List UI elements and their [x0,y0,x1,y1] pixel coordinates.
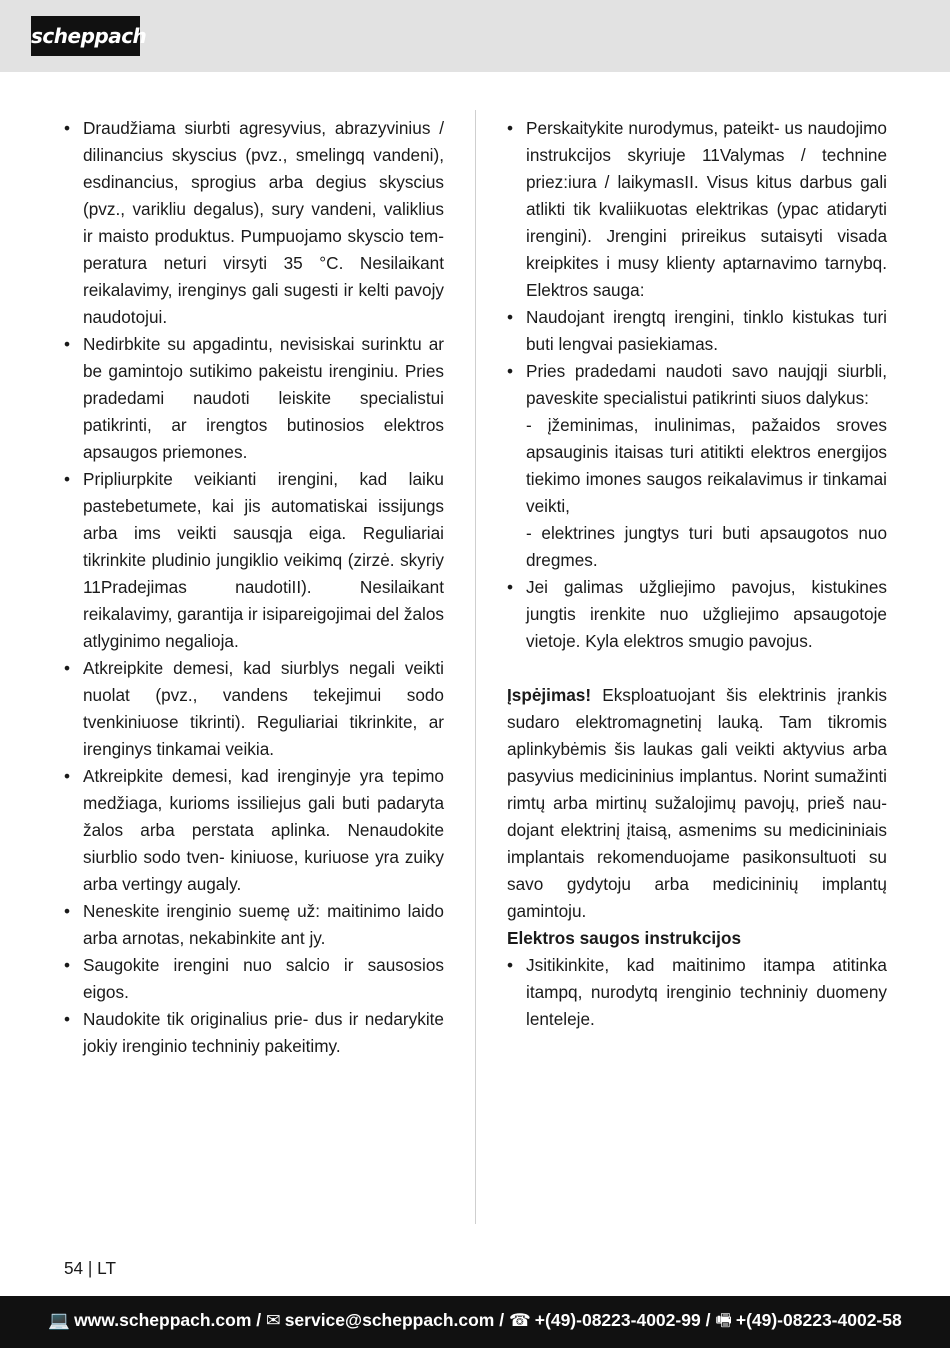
fax-number: +(49)-08223-4002-58 [735,1310,902,1330]
page-header [0,0,950,72]
warning-label: Įspėjimas! [507,685,592,705]
computer-icon: 💻 [48,1310,71,1330]
left-bullet-list [64,115,444,1060]
bullet-icon: • [64,118,71,138]
page-footer: 💻 www.scheppach.com / ✉ service@scheppach.com / ☎ +(49)-08223-4002-99 / 🖷 +(49)-08223-4002-58 [0,1296,950,1348]
fax-icon: 🖷 [715,1310,732,1330]
bullet-icon: • [64,766,71,786]
warning-paragraph [507,682,887,925]
right-bullet-list [507,115,887,655]
list-item: • Naudojant irengtq irengini, tinklo kistukas turi buti lengvai pasiekiamas. [507,304,887,358]
list-item: • Pries pradedami naudoti savo naujqji siurbli, paveskite specialistui patikrinti siuos dalykus: - įžeminimas, inulinimas, pažaidos sroves apsauginis itaisas turi atitikti elektros energijos tiekimo imones saugos reikalavimus ir tinkamai veikti, - elektrines jungtys turi buti apsaugotos nuo dregmes. [507,358,887,574]
warning-text: Eksploatuojant šis elektrinis įrankis sudaro elektromagnetinį lauką. Tam tikromis aplinkybėmis šis laukas gali veikti aktyvius arba pasyvius medicininius implantus. Norint sumažinti rimtų arba mirtinų sužalojimų pavojų, prieš naudojant elektrinį įtaisą, asmenims su medicininiais implantais rekomenduojame pasikonsultuoti su savo gydytoju arba medicininių implantų gamintoju. [507,685,887,921]
list-item: • Jei galimas užgliejimo pavojus, kistukines jungtis irenkite nuo užgliejimo apsaugotoje vietoje. Kyla elektros smugio pavojus. [507,574,887,655]
bullet-icon: • [64,1009,71,1029]
list-item: • Atkreipkite demesi, kad siurblys negali veikti nuolat (pvz., vandens tekejimui sodo tvenkiniuose tikrinti). Reguliariai tikrinkite, ar irenginys tinkamai veikia. [64,655,444,763]
bullet-icon: • [507,577,514,597]
mail-icon: ✉ [266,1310,281,1330]
list-item: • Nedirbkite su apgadintu, nevisiskai surinktu ar be gamintojo sutikimo pakeistu irenginiu. Pries pradedami naudoti leiskite specialistui patikrinti, ar irengtos butinosios elektros apsaugos priemones. [64,331,444,466]
list-item: • Draudžiama siurbti agresyvius, abrazyvinius / dilinancius skyscius (pvz., smelingq vandeni), esdinancius, sprogius arba degius skyscius (pvz., varikliu degalus), sury vandeni, valiklius ir maisto produktus. Pumpuojamo skyscio temperatura neturi virsyti 35 °C. Nesilaikant reikalavimy, irenginys gali sugesti ir kelti pavojy naudotojui. [64,115,444,331]
email-link[interactable]: service@scheppach.com [284,1310,495,1330]
list-item: • Saugokite irengini nuo salcio ir sausosios eigos. [64,952,444,1006]
bullet-icon: • [507,955,514,975]
page-number: 54 | LT [64,1258,116,1278]
list-item: • Perskaitykite nurodymus, pateikt- us naudojimo instrukcijos skyriuje 11Valymas / technine priez:iura / laikymasII. Visus kitus darbus gali atlikti tik kvaliikuotas elektrikas (ypac atidaryti irengini). Jrengini prireikus sutaisyti visada kreipkites i musy klienty aptarnavimo tarnybq. Elektros sauga: [507,115,887,304]
scheppach-logo: scheppach [31,16,140,56]
list-item: • Atkreipkite demesi, kad irenginyje yra tepimo medžiaga, kurioms issiliejus gali buti padaryta žalos arba perstata aplinka. Nenaudokite siurblio sodo tven- kiniuose, kuriuose yra zuiky arba vertingy augaly. [64,763,444,898]
section-title: Elektros saugos instrukcijos [507,928,742,948]
phone-number[interactable]: +(49)-08223-4002-99 [534,1310,701,1330]
bullet-icon: • [64,901,71,921]
bullet-icon: • [507,307,514,327]
bullet-icon: • [507,361,514,381]
column-divider [475,110,476,1224]
list-item: • Neneskite irenginio suemę už: maitinimo laido arba arnotas, nekabinkite ant jy. [64,898,444,952]
bullet-icon: • [64,658,71,678]
website-link[interactable]: www.scheppach.com [74,1310,252,1330]
bullet-icon: • [64,955,71,975]
list-item: • Naudokite tik originalius prie- dus ir nedarykite jokiy irenginio techniniy pakeitimy. [64,1006,444,1060]
list-item: • Jsitikinkite, kad maitinimo itampa atitinka itampq, nurodytq irenginio techniniy duomeny lenteleje. [507,952,887,1033]
list-item: • Pripliurpkite veikianti irengini, kad laiku pastebetumete, kai jis automatiskai issijungs arba ims veikti sausqja eiga. Reguliariai tikrinkite pludinio jungiklio veikimq (zirzė. skyriy 11Pradejimas naudotiII). Nesilaikant reikalavimy, garantija ir isipareigojimai del žalos atlyginimo negalioja. [64,466,444,655]
bullet-icon: • [64,469,71,489]
section-bullet-list [507,952,887,1033]
right-column [507,115,887,1033]
bullet-icon: • [507,118,514,138]
phone-icon: ☎ [508,1310,531,1330]
bullet-icon: • [64,334,71,354]
left-column [64,115,444,1060]
